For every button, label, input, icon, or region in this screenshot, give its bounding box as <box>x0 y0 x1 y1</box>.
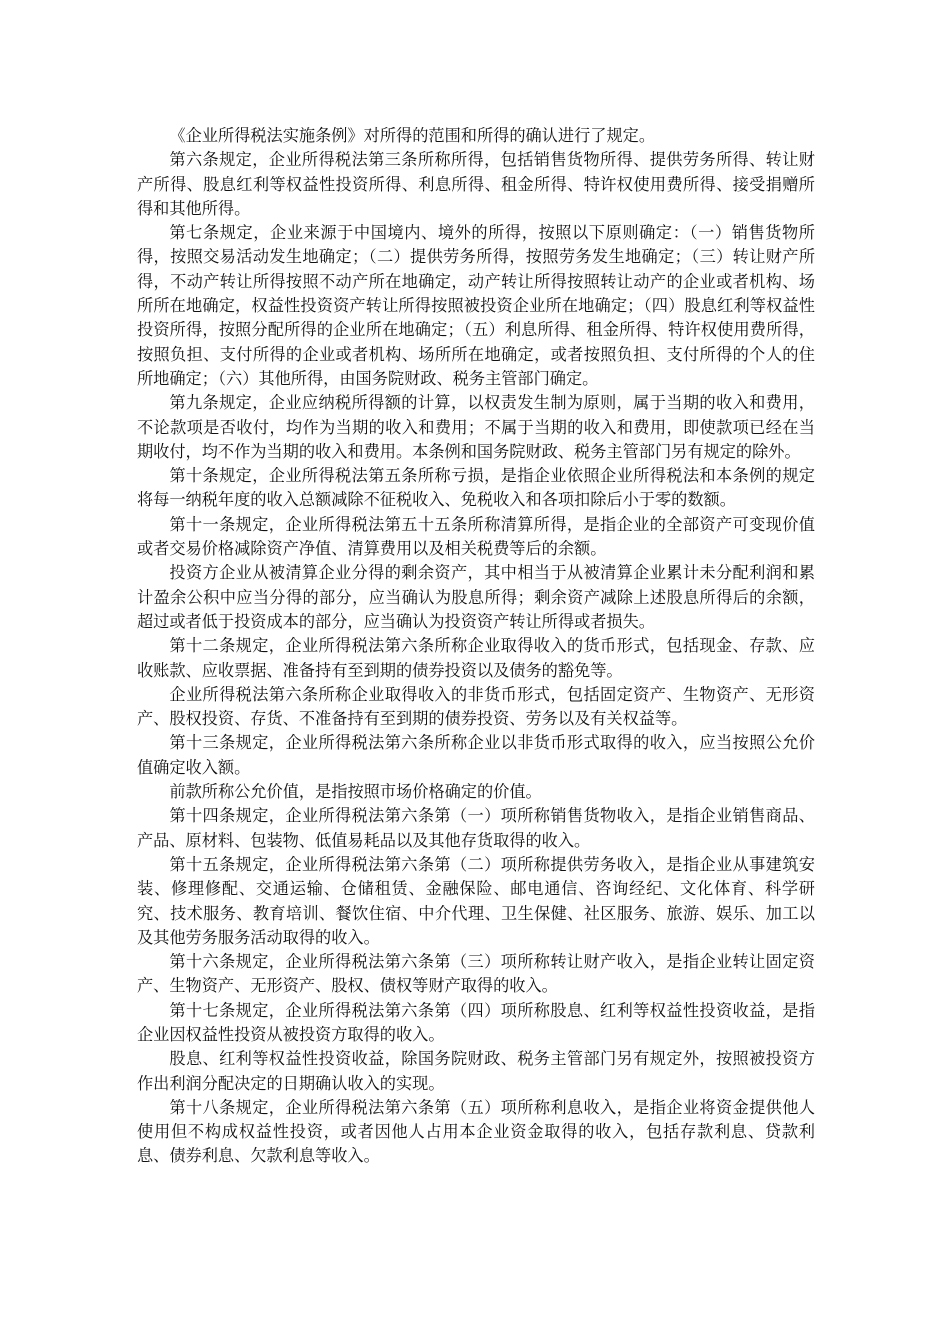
paragraph-article-11: 第十一条规定，企业所得税法第五十五条所称清算所得，是指企业的全部资产可变现价值或者交易价格减除资产净值、清算费用以及相关税费等后的余额。 <box>137 514 815 559</box>
paragraph-article-14: 第十四条规定，企业所得税法第六条第（一）项所称销售货物收入，是指企业销售商品、产品、原材料、包装物、低值易耗品以及其他存货取得的收入。 <box>137 806 815 850</box>
paragraph-article-13-cont: 前款所称公允价值，是指按照市场价格确定的价值。 <box>169 782 542 802</box>
paragraph-article-15: 第十五条规定，企业所得税法第六条第（二）项所称提供劳务收入，是指企业从事建筑安装、修理修配、交通运输、仓储租赁、金融保险、邮电通信、咨询经纪、文化体育、科学研究、技术服务、教育培训、餐饮住宿、中介代理、卫生保健、社区服务、旅游、娱乐、加工以及其他劳务服务活动取得的收入。 <box>137 854 815 947</box>
paragraph-article-13: 第十三条规定，企业所得税法第六条所称企业以非货币形式取得的收入，应当按照公允价值确定收入额。 <box>137 733 815 777</box>
paragraph-article-12-cont: 企业所得税法第六条所称企业取得收入的非货币形式，包括固定资产、生物资产、无形资产、股权投资、存货、不准备持有至到期的债券投资、劳务以及有关权益等。 <box>137 684 815 729</box>
paragraph-article-9: 第九条规定，企业应纳税所得额的计算，以权责发生制为原则，属于当期的收入和费用，不论款项是否收付，均作为当期的收入和费用；不属于当期的收入和费用，即使款项已经在当期收付，均不作为当期的收入和费用。本条例和国务院财政、税务主管部门另有规定的除外。 <box>137 393 815 461</box>
paragraph-article-11-cont: 投资方企业从被清算企业分得的剩余资产，其中相当于从被清算企业累计未分配利润和累计盈余公积中应当分得的部分，应当确认为股息所得；剩余资产减除上述股息所得后的余额，超过或者低于投资成本的部分，应当确认为投资资产转让所得或者损失。 <box>137 563 815 631</box>
document-page <box>137 124 815 1169</box>
paragraph-article-16: 第十六条规定，企业所得税法第六条第（三）项所称转让财产收入，是指企业转让固定资产、生物资产、无形资产、股权、债权等财产取得的收入。 <box>137 952 815 996</box>
paragraph-article-12: 第十二条规定，企业所得税法第六条所称企业取得收入的货币形式，包括现金、存款、应收账款、应收票据、准备持有至到期的债券投资以及债务的豁免等。 <box>137 636 815 680</box>
paragraph-article-7: 第七条规定，企业来源于中国境内、境外的所得，按照以下原则确定：（一）销售货物所得，按照交易活动发生地确定；（二）提供劳务所得，按照劳务发生地确定；（三）转让财产所得，不动产转让所得按照不动产所在地确定，动产转让所得按照转让动产的企业或者机构、场所所在地确定，权益性投资资产转让所得按照被投资企业所在地确定；（四）股息红利等权益性投资所得，按照分配所得的企业所在地确定；（五）利息所得、租金所得、特许权使用费所得，按照负担、支付所得的企业或者机构、场所所在地确定，或者按照负担、支付所得的个人的住所地确定；（六）其他所得，由国务院财政、税务主管部门确定。 <box>137 223 815 388</box>
paragraph-article-6: 第六条规定，企业所得税法第三条所称所得，包括销售货物所得、提供劳务所得、转让财产所得、股息红利等权益性投资所得、利息所得、租金所得、特许权使用费所得、接受捐赠所得和其他所得。 <box>137 150 815 218</box>
paragraph-article-10: 第十条规定，企业所得税法第五条所称亏损，是指企业依照企业所得税法和本条例的规定将每一纳税年度的收入总额减除不征税收入、免税收入和各项扣除后小于零的数额。 <box>137 466 815 510</box>
paragraph-intro: 《企业所得税法实施条例》对所得的范围和所得的确认进行了规定。 <box>169 126 656 145</box>
paragraph-article-18: 第十八条规定，企业所得税法第六条第（五）项所称利息收入，是指企业将资金提供他人使用但不构成权益性投资，或者因他人占用本企业资金取得的收入，包括存款利息、贷款利息、债券利息、欠款利息等收入。 <box>137 1097 815 1166</box>
paragraph-article-17: 第十七条规定，企业所得税法第六条第（四）项所称股息、红利等权益性投资收益，是指企业因权益性投资从被投资方取得的收入。 <box>137 1000 815 1044</box>
paragraph-article-17-cont: 股息、红利等权益性投资收益，除国务院财政、税务主管部门另有规定外，按照被投资方作出利润分配决定的日期确认收入的实现。 <box>137 1049 815 1093</box>
